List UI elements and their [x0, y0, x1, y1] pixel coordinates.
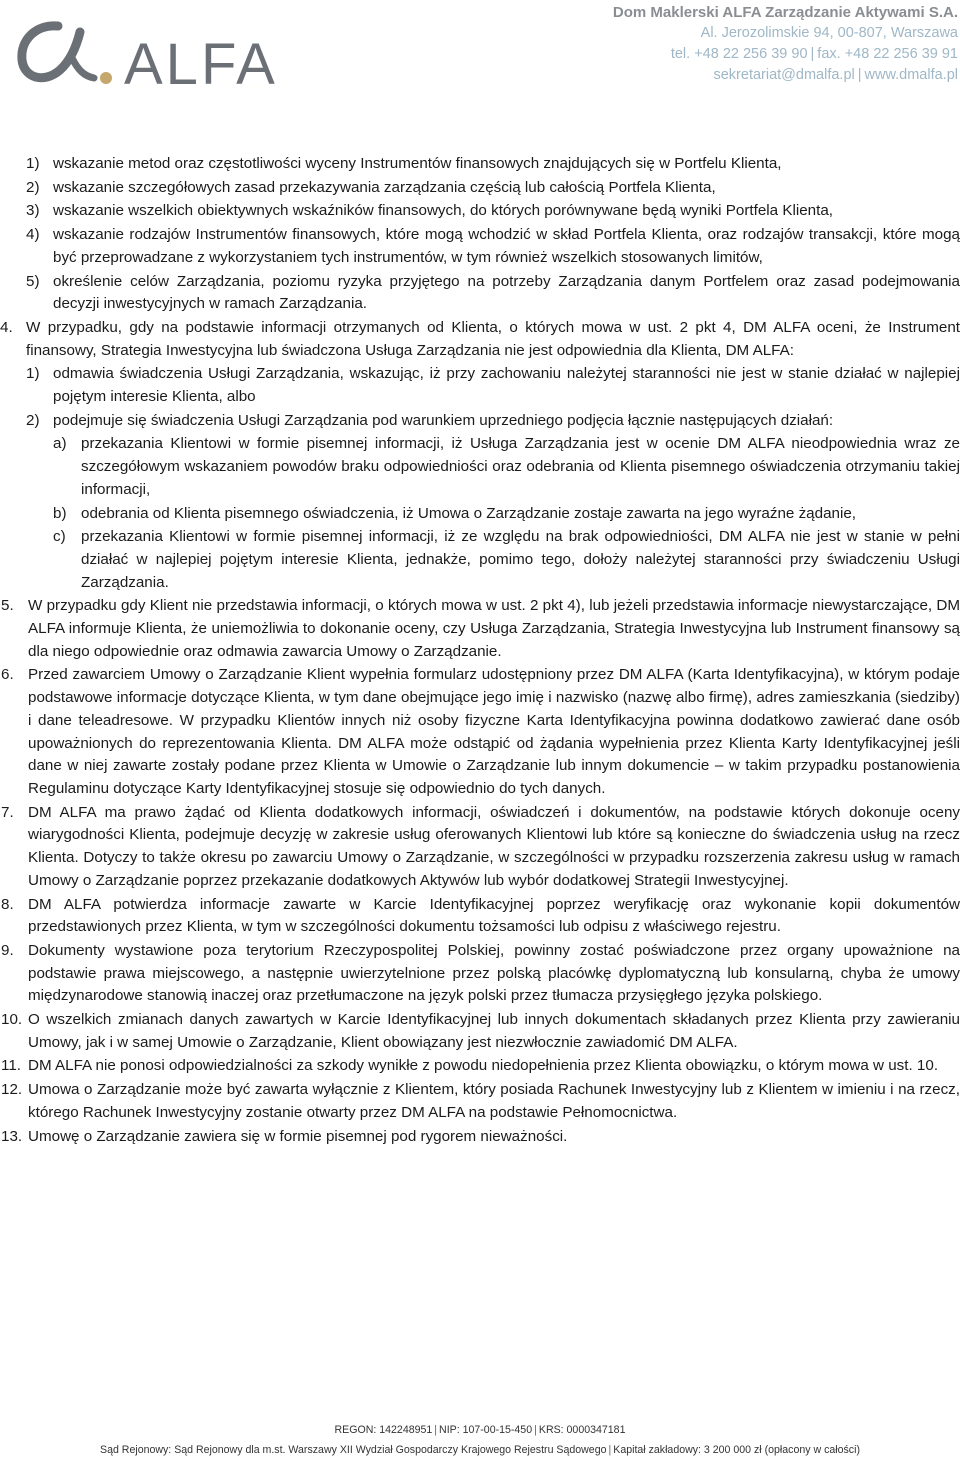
- company-info: [613, 2, 958, 86]
- separator: |: [534, 1424, 537, 1436]
- paragraph-number: 13.: [1, 1127, 23, 1145]
- logo-text: ALFA: [124, 32, 278, 90]
- paragraph-4: [0, 317, 960, 362]
- separator: |: [608, 1444, 612, 1456]
- item-text: wskazanie metod oraz częstotliwości wyceny Instrumentów finansowych znajdujących się w Portfelu Klienta,: [53, 155, 782, 172]
- list-item: [0, 433, 960, 501]
- item-number: 3): [26, 202, 40, 220]
- item-text: podejmuje się świadczenia Usługi Zarządzania pod warunkiem uprzedniego podjęcia łącznie następujących działań:: [53, 411, 834, 429]
- alfa-logo: [14, 14, 284, 90]
- alpha-icon: [14, 14, 284, 90]
- list-item: [0, 410, 960, 433]
- company-phone: tel. +48 22 256 39 90: [670, 46, 808, 62]
- item-text: przekazania Klientowi w formie pisemnej informacji, iż ze względu na brak odpowiedniości, DM ALFA nie jest w stanie w pełni działać w najlepiej pojętym interesie Klienta, jednakże, pomimo tego, dołoży należytej staranności przy świadczeniu Usługi Zarządzania.: [81, 528, 960, 591]
- list-item: [0, 363, 960, 408]
- paragraph-number: 10.: [1, 1011, 23, 1029]
- list-item: [0, 153, 960, 176]
- company-email[interactable]: sekretariat@dmalfa.pl: [713, 67, 855, 83]
- footer-nip: NIP: 107-00-15-450: [439, 1424, 533, 1436]
- paragraph-11: [0, 1055, 960, 1078]
- paragraph-number: 6.: [1, 666, 14, 684]
- paragraph-number: 11.: [1, 1057, 21, 1075]
- separator: |: [857, 67, 862, 83]
- item-number: 1): [26, 155, 40, 172]
- paragraph-text: W przypadku, gdy na podstawie informacji otrzymanych od Klienta, o których mowa w ust. 2 pkt 4, DM ALFA oceni, że Instrument finansowy, Strategia Inwestycyjna lub świadczona Usługa Zarządzania nie jest odpowiednia dla Klienta, DM ALFA:: [26, 318, 960, 359]
- footer-court: [0, 1440, 960, 1460]
- paragraph-text: Umowa o Zarządzanie może być zawarta wyłącznie z Klientem, który posiada Rachunek Inwestycyjny lub z Klientem w imieniu i na rzecz, którego Rachunek Inwestycyjny zostanie otwarty przez DM ALFA na podstawie Pełnomocnictwa.: [28, 1081, 960, 1121]
- paragraph-5: [0, 595, 960, 663]
- separator: |: [434, 1424, 438, 1436]
- item-text: przekazania Klientowi w formie pisemnej informacji, iż Usługa Zarządzania jest w ocenie DM ALFA nieodpowiednia wraz ze szczegółowym wskazaniem powodów braku odpowiedniości oraz odebrania od Klienta pisemnego oświadczenia otrzymaniu takiej informacji,: [81, 435, 960, 498]
- list-item: [0, 271, 960, 316]
- paragraph-number: 12.: [1, 1081, 23, 1099]
- paragraph-7: [0, 802, 960, 893]
- paragraph-9: [0, 940, 960, 1008]
- paragraph-text: DM ALFA nie ponosi odpowiedzialności za szkody wynikłe z powodu niedopełnienia przez Klienta obowiązku, o którym mowa w ust. 10.: [28, 1057, 939, 1075]
- paragraph-8: [0, 894, 960, 939]
- item-letter: a): [53, 435, 67, 453]
- item-number: 5): [26, 272, 40, 290]
- footer-regon: REGON: 142248951: [334, 1424, 433, 1436]
- paragraph-text: Umowę o Zarządzanie zawiera się w formie pisemnej pod rygorem nieważności.: [28, 1127, 568, 1145]
- footer-krs: KRS: 0000347181: [538, 1424, 626, 1436]
- document-body: [0, 153, 960, 1149]
- paragraph-text: DM ALFA ma prawo żądać od Klienta dodatkowych informacji, oświadczeń i dokumentów, na podstawie których dokonuje oceny wiarygodności Klienta, podejmuje decyzję w zakresie usług oferowanych Klientowi lub które są konieczne do świadczenia usług na rzecz Klienta. Dotyczy to także okresu po zawarciu Umowy o Zarządzanie, w szczególności w przypadku rozszerzenia zakresu usług w ramach Umowy o Zarządzanie poprzez przekazanie dodatkowych Aktywów lub wybór dodatkowej Strategii Inwestycyjnej.: [28, 803, 960, 889]
- item-text: wskazanie szczegółowych zasad przekazywania zarządzania częścią lub całością Portfela Klienta,: [53, 178, 716, 196]
- paragraph-number: 9.: [1, 941, 14, 959]
- list-item: [0, 503, 960, 526]
- company-fax: fax. +48 22 256 39 91: [817, 46, 958, 62]
- item-text: odmawia świadczenia Usługi Zarządzania, wskazując, iż przy zachowaniu należytej staranności nie jest w stanie działać w najlepiej pojętym interesie Klienta, albo: [53, 365, 960, 406]
- item-number: 1): [26, 365, 40, 383]
- paragraph-text: W przypadku gdy Klient nie przedstawia informacji, o których mowa w ust. 2 pkt 4), lub jeżeli przedstawia informacje niewystarczające, DM ALFA informuje Klienta, że uniemożliwia to dokonanie oceny, czy Usługa Zarządzania, Strategia Inwestycyjna lub Instrument finansowy są dla niego odpowiednie oraz odmawia zawarcia Umowy o Zarządzanie.: [28, 597, 960, 660]
- paragraph-number: 5.: [1, 597, 14, 615]
- paragraph-text: O wszelkich zmianach danych zawartych w Karcie Identyfikacyjnej lub innych dokumentach składanych przez Klienta przy zawieraniu Umowy, jak i w samej Umowie o Zarządzanie, Klient obowiązany jest niezwłocznie zawiadomić DM ALFA.: [28, 1011, 960, 1051]
- paragraph-number: 7.: [1, 803, 14, 821]
- paragraph-number: 4.: [0, 318, 13, 336]
- item-number: 4): [26, 226, 40, 244]
- paragraph-text: Dokumenty wystawione poza terytorium Rzeczypospolitej Polskiej, powinny zostać poświadczone przez organy upoważnione na podstawie prawa miejscowego, a następnie uwierzytelnione przez polską placówkę dyplomatyczną lub konsularną, chyba że umowy międzynarodowe stanowią inaczej oraz przetłumaczone na język polski przez tłumacza przysięgłego języka polskiego.: [28, 941, 960, 1005]
- company-phones: [613, 44, 958, 65]
- list-item: [0, 526, 960, 594]
- paragraph-12: [0, 1079, 960, 1124]
- page-footer: [0, 1420, 960, 1460]
- page-header: [0, 0, 960, 100]
- item-number: 2): [26, 178, 40, 196]
- item-letter: b): [53, 504, 67, 522]
- footer-court-text: Sąd Rejonowy: Sąd Rejonowy dla m.st. Warszawy XII Wydział Gospodarczy Krajowego Rejestru Sądowego: [100, 1444, 607, 1456]
- item-text: odebrania od Klienta pisemnego oświadczenia, iż Umowa o Zarządzanie zostaje zawarta na jego wyraźne żądanie,: [81, 504, 857, 522]
- company-contacts: [613, 65, 958, 86]
- footer-capital: Kapitał zakładowy: 3 200 000 zł (opłacony w całości): [613, 1444, 860, 1456]
- paragraph-6: [0, 664, 960, 800]
- company-address: Al. Jerozolimskie 94, 00-807, Warszawa: [700, 25, 958, 41]
- list-item: [0, 200, 960, 223]
- item-text: wskazanie rodzajów Instrumentów finansowych, które mogą wchodzić w skład Portfela Klienta, oraz rodzajów transakcji, które mogą być przeprowadzane z wykorzystaniem tych instrumentów, w tym również wszelkich stosowanych limitów,: [53, 226, 960, 266]
- paragraph-10: [0, 1009, 960, 1054]
- paragraph-text: Przed zawarciem Umowy o Zarządzanie Klient wypełnia formularz udostępniony przez DM ALFA (Karta Identyfikacyjna), w którym podaje podstawowe informacje dotyczące Klienta, w tym dane obejmujące jego imię i nazwisko (nazwę albo firmę), adres zamieszkania (siedziby) i dane teleadresowe. W przypadku Klientów innych niż osoby fizyczne Karta Identyfikacyjna powinna dodatkowo zawierać dane osób upoważnionych do reprezentowania Klienta. DM ALFA może odstąpić od żądania wypełnienia przez Klienta Karty Identyfikacyjnej jeśli dane w niej zawarte zostały podane przez Klienta w Umowie o Zarządzanie lub innym dokumencie – w takim przypadku postanowienia Regulaminu dotyczące Karty Identyfikacyjnej stosuje się odpowiednio do tych danych.: [28, 666, 960, 797]
- list-item: [0, 177, 960, 200]
- paragraph-text: DM ALFA potwierdza informacje zawarte w Karcie Identyfikacyjnej poprzez weryfikację oraz wykonanie kopii dokumentów przedstawionych przez Klienta, w tym w szczególności dokumentu tożsamości lub odpisu z właściwego rejestru.: [28, 895, 960, 936]
- item-text: wskazanie wszelkich obiektywnych wskaźników finansowych, do których porównywane będą wyniki Portfela Klienta,: [53, 202, 833, 220]
- paragraph-13: [0, 1126, 960, 1149]
- footer-registration: [0, 1420, 960, 1440]
- paragraph-number: 8.: [1, 895, 14, 913]
- item-text: określenie celów Zarządzania, poziomu ryzyka przyjętego na potrzeby Zarządzania danym Portfelem oraz zasad podejmowania decyzji inwestycyjnych w ramach Zarządzania.: [53, 272, 960, 313]
- item-number: 2): [26, 411, 40, 429]
- list-item: [0, 224, 960, 269]
- item-letter: c): [53, 528, 66, 546]
- logo-accent-dot: [100, 72, 112, 84]
- company-website[interactable]: www.dmalfa.pl: [864, 67, 958, 83]
- separator: |: [810, 46, 815, 62]
- company-name: Dom Maklerski ALFA Zarządzanie Aktywami S.A.: [612, 4, 958, 21]
